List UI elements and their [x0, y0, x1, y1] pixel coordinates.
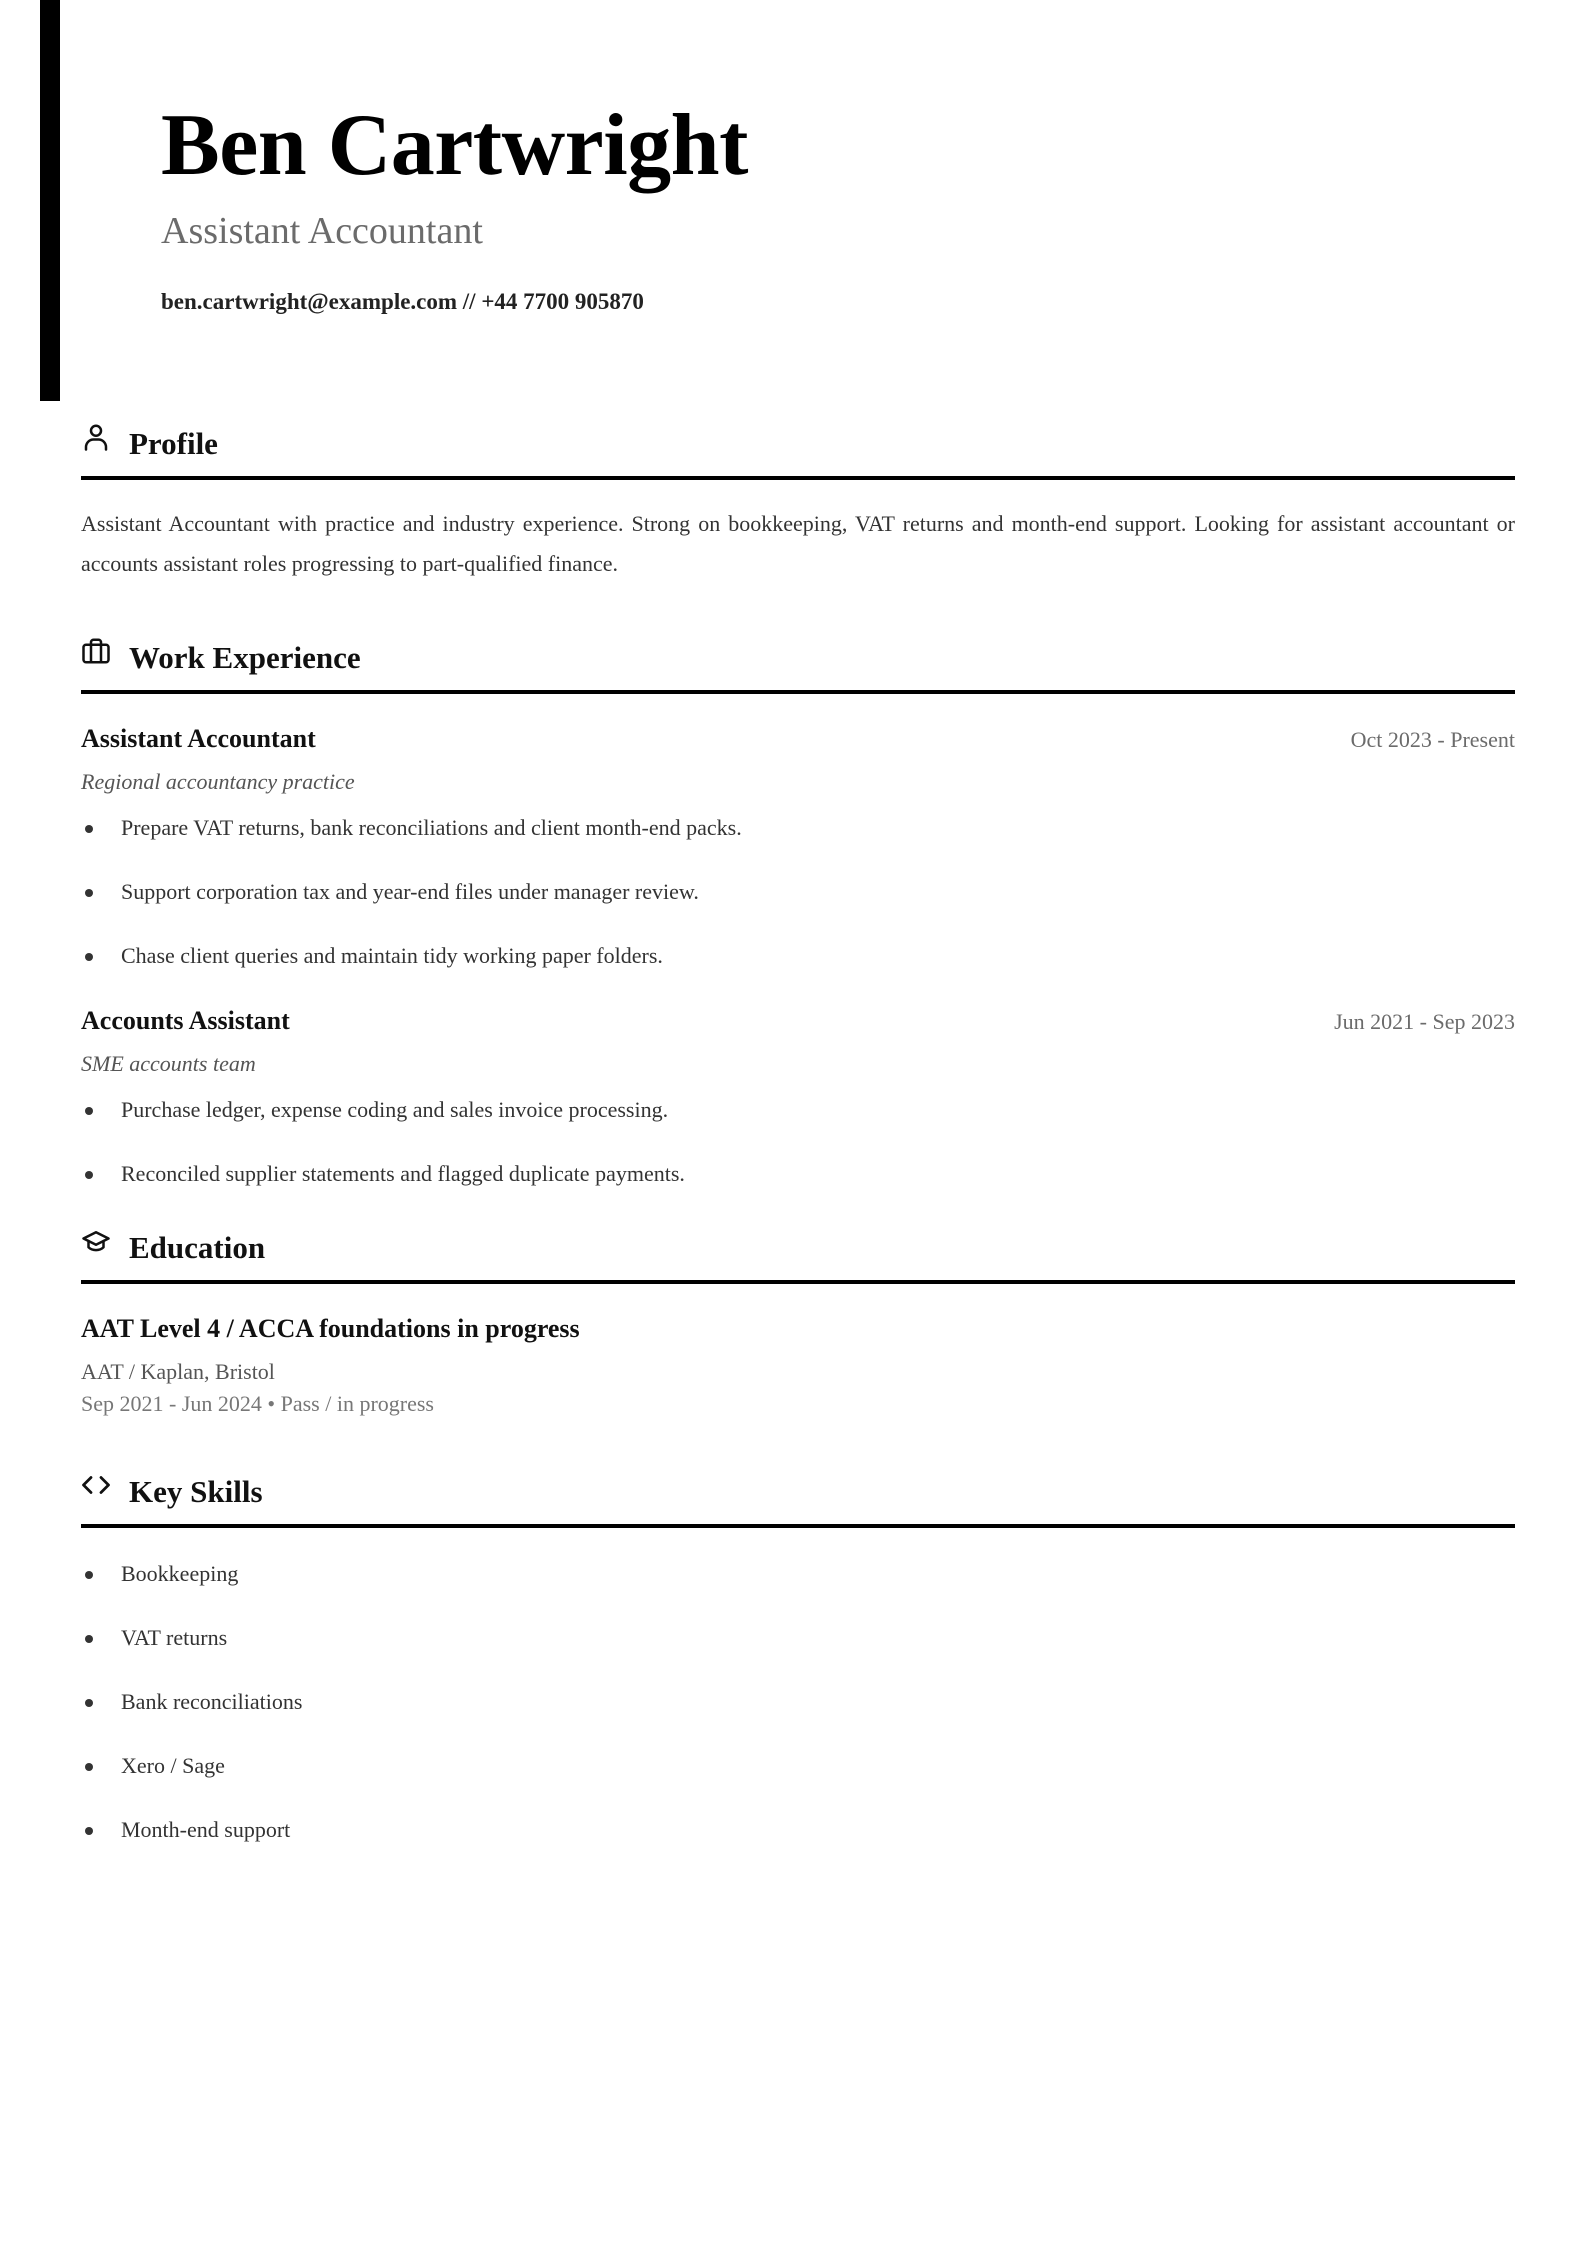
- job-bullet: Prepare VAT returns, bank reconciliations and client month-end packs.: [81, 814, 1515, 842]
- job-organization: Regional accountancy practice: [81, 769, 355, 794]
- skills-heading: Key Skills: [129, 1474, 263, 1509]
- skill-item: VAT returns: [81, 1624, 1515, 1652]
- profile-section-header: [81, 420, 1515, 466]
- resume-body: [81, 420, 1515, 1880]
- contact-line: ben.cartwright@example.com // +44 7700 905870: [161, 289, 644, 314]
- candidate-title: Assistant Accountant: [161, 210, 483, 252]
- education-title: AAT Level 4 / ACCA foundations in progress: [81, 1314, 580, 1343]
- job-dates: Jun 2021 - Sep 2023: [1334, 1009, 1515, 1034]
- experience-section: [81, 634, 1515, 1188]
- profile-section: [81, 420, 1515, 584]
- job-bullet: Reconciled supplier statements and flagged duplicate payments.: [81, 1160, 1515, 1188]
- job-role: Accounts Assistant: [81, 1006, 290, 1035]
- briefcase-icon: [81, 636, 111, 666]
- education-section-header: [81, 1224, 1515, 1270]
- user-icon: [81, 422, 111, 452]
- skill-item: Bank reconciliations: [81, 1688, 1515, 1716]
- skills-list: [81, 1560, 1515, 1844]
- education-section: [81, 1224, 1515, 1418]
- job-bullet: Purchase ledger, expense coding and sales invoice processing.: [81, 1096, 1515, 1124]
- section-divider: [81, 476, 1515, 480]
- job-entry: [81, 722, 1515, 970]
- candidate-name: Ben Cartwright: [161, 97, 748, 194]
- profile-summary: Assistant Accountant with practice and industry experience. Strong on bookkeeping, VAT returns and month-end support. Looking for assistant accountant or accounts assistant roles progressing to part-qualified finance.: [81, 511, 1515, 576]
- job-bullet: Support corporation tax and year-end files under manager review.: [81, 878, 1515, 906]
- skill-item: Month-end support: [81, 1816, 1515, 1844]
- skills-section: [81, 1468, 1515, 1844]
- graduation-cap-icon: [81, 1226, 111, 1256]
- education-meta: Sep 2021 - Jun 2024 • Pass / in progress: [81, 1391, 434, 1416]
- education-heading: Education: [129, 1230, 266, 1265]
- skill-item: Bookkeeping: [81, 1560, 1515, 1588]
- job-header: [81, 722, 1515, 756]
- section-divider: [81, 1280, 1515, 1284]
- job-bullet: Chase client queries and maintain tidy working paper folders.: [81, 942, 1515, 970]
- experience-heading: Work Experience: [129, 640, 361, 675]
- skills-section-header: [81, 1468, 1515, 1514]
- resume-header: [161, 96, 1461, 317]
- job-organization: SME accounts team: [81, 1051, 256, 1076]
- code-icon: [81, 1470, 111, 1500]
- job-bullet-list: [81, 814, 1515, 970]
- job-dates: Oct 2023 - Present: [1350, 727, 1515, 752]
- profile-heading: Profile: [129, 426, 218, 461]
- education-entry: [81, 1312, 1515, 1418]
- section-divider: [81, 690, 1515, 694]
- job-role: Assistant Accountant: [81, 724, 316, 753]
- education-school: AAT / Kaplan, Bristol: [81, 1359, 275, 1384]
- experience-section-header: [81, 634, 1515, 680]
- job-bullet-list: [81, 1096, 1515, 1188]
- job-header: [81, 1004, 1515, 1038]
- section-divider: [81, 1524, 1515, 1528]
- job-entry: [81, 1004, 1515, 1188]
- accent-bar: [40, 0, 60, 401]
- skill-item: Xero / Sage: [81, 1752, 1515, 1780]
